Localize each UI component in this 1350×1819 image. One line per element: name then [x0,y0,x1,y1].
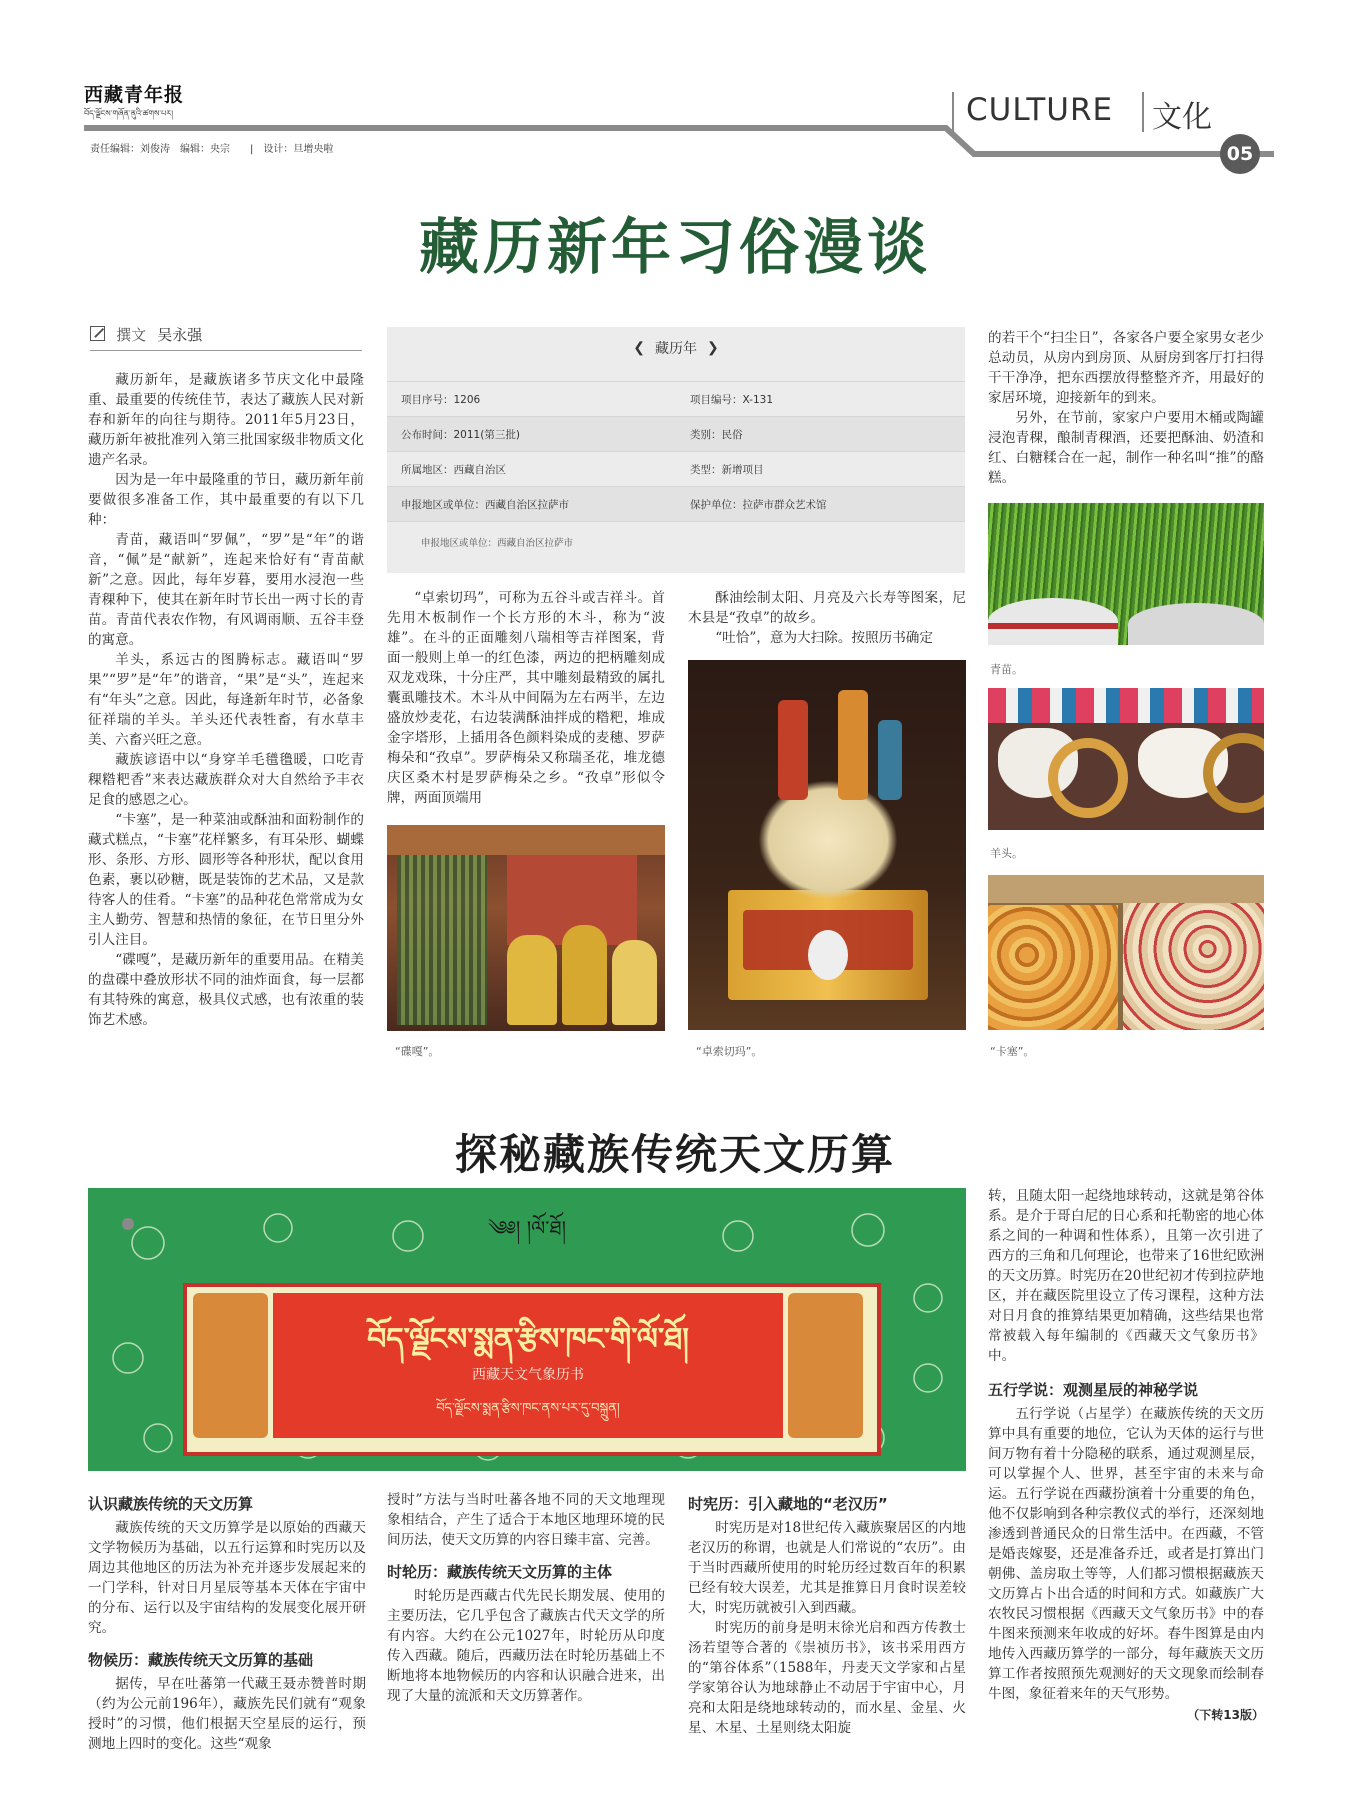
paragraph: 藏历新年，是藏族诸多节庆文化中最隆重、最重要的传统佳节，表达了藏族人民对新春和新年的向往与期待。2011年5月23日，藏历新年被批准列入第三批国家级非物质文化遗产名录。 [88,372,364,468]
continued-note: （下转13版） [1187,1708,1264,1722]
info-cell: 类型：新增项目 [690,463,764,476]
section-heading: 认识藏族传统的天文历算 [88,1495,254,1513]
paragraph: 另外，在节前，家家户户要用木桶或陶罐浸泡青稞，酿制青稞酒，还要把酥油、奶渣和红、白糖糅合在一起，制作一种名叫“推”的酪糕。 [988,410,1264,486]
photo-khapse [988,875,1264,1030]
masthead-subtitle: བོད་ལྗོངས་གཞོན་ནུའི་ཚགས་པར། [84,109,173,118]
article2-col1 [88,1488,366,1754]
paragraph: 因为是一年中最隆重的节日，藏历新年前要做很多准备工作，其中最重要的有以下几种： [88,472,364,528]
paragraph: 五行学说（占星学）在藏族传统的天文历算中具有重要的地位，它认为天体的运行与世间万物有着十分隐秘的联系，通过观测星辰，可以掌握个人、世界，甚至宇宙的未来与命运。五行学说在西藏扮演着十分重要的角色，他不仅影响到各种宗教仪式的举行，还深刻地渗透到普通民众的日常生活中。在西藏，不管是婚丧嫁娶，还是准备乔迁，或者是打算出门朝佛、盖房取土等等，人们都习惯根据藏族天文历算占卜出合适的时间和方式。如藏族广大农牧民习惯根据《西藏天文气象历书》中的春牛图来预测来年收成的好坏。春牛图算是由内地传入西藏历算学的一部分，每年藏族天文历算工作者按照预先观测好的天文现象而绘制春牛图，象征着来年的天气形势。 [988,1406,1264,1702]
article1-col3 [688,588,966,648]
article2-title: 探秘藏族传统天文历算 [454,1130,895,1179]
info-box-footer: 申报地区或单位：西藏自治区拉萨市 [387,521,965,562]
paragraph: “吐恰”，意为大扫除。按照历书确定 [715,630,933,646]
photo-dega-offerings [387,825,665,1031]
info-cell: 项目编号：X-131 [690,393,774,406]
paragraph: 转，且随太阳一起绕地球转动，这就是第谷体系。是介于哥白尼的日心系和托勒密的地心体系之间的一种调和性体系），且第一次引进了西方的三角和几何理论，也带来了16世纪欧洲的天文历算。时宪历在20世纪初才传到拉萨地区，并在藏医院里设立了传习课程，这种方法对日月食的推算结果更加精确，这些结果也常常被载入每年编制的《西藏天文气象历书》中。 [988,1188,1264,1364]
header-divider-left [952,92,954,132]
paragraph: “碟嘎”，是藏历新年的重要用品。在精美的盘碟中叠放形状不同的油炸面食，每一层都有其特殊的寓意，极具仪式感，也有浓重的装饰艺术感。 [88,952,364,1028]
info-box-title-row [387,327,965,369]
paragraph: 授时”方法与当时吐蕃各地不同的天文地理现象相结合，产生了适合于本地区地理环境的民间历法，使天文历算的内容日臻丰富、完善。 [387,1492,665,1548]
paragraph: 藏族谚语中以“身穿羊毛氆氇暖，口吃青稞糌粑香”来表达藏族群众对大自然给予丰衣足食的感恩之心。 [88,752,364,808]
section-cn: 文化 [1152,100,1212,135]
info-cell: 公布时间：2011(第三批) [401,428,520,441]
info-cell: 申报地区或单位：西藏自治区拉萨市 [401,498,569,511]
section-heading: 时宪历：引入藏地的“老汉历” [688,1495,888,1513]
article1-title: 藏历新年习俗漫谈 [419,213,931,283]
calendar-top-script: ༄༅། །ལོ་ཐོ། [487,1216,567,1240]
article1-col1 [88,370,364,1030]
info-cell: 类别：民俗 [690,428,743,441]
section-heading: 物候历：藏族传统天文历算的基础 [88,1651,314,1669]
photo-ram-heads [988,688,1264,830]
paragraph: 的若干个“扫尘日”，各家各户要全家男女老少总动员，从房内到房顶、从厨房到客厅打扫得干干净净，把东西摆放得整整齐齐，用最好的家居环境，迎接新年的到来。 [988,330,1264,406]
photo-drosu-chema [688,660,966,1030]
section-en: CULTURE [966,92,1114,128]
caption-drosu-chema: “卓索切玛”。 [696,1045,763,1058]
article2-col4 [988,1186,1264,1723]
chevron-left-icon: ❮ [633,340,645,356]
calendar-tibetan-title: བོད་ལྗོངས་སྨན་རྩིས་ཁང་གི་ལོ་ཐོ། [367,1322,689,1357]
byline-label: 撰文 [116,326,147,344]
info-cell: 所属地区：西藏自治区 [401,463,506,476]
paragraph: “卓索切玛”，可称为五谷斗或吉祥斗。首先用木板制作一个长方形的木斗，称为“波雄”。在斗的正面雕刻八瑞相等吉祥图案，背面一般则上单一的红色漆，两边的把柄雕刻成双龙戏珠，十分庄严，其中雕刻最精致的属扎囊虱雕技术。木斗从中间隔为左右两半，左边盛放炒麦花，右边装满酥油拌成的糌粑，堆成金字塔形，上插用各色颜料染成的麦穗、罗萨梅朵和“孜卓”。罗萨梅朵又称瑞圣花，堆龙德庆区桑木村是罗萨梅朵之乡。“孜卓”形似令牌，两面顶端用 [387,590,665,806]
section-heading: 五行学说：观测星辰的神秘学说 [988,1381,1199,1399]
paragraph: 羊头，系远古的图腾标志。藏语叫“罗果”“罗”是“年”的谐音，“果”是“头”，连起来有“年头”之意。因此，每逢新年时节，必备象征祥瑞的羊头。羊头还代表牲畜，有水草丰美、六畜兴旺之意。 [88,652,364,748]
paragraph: “卡塞”，是一种菜油或酥油和面粉制作的藏式糕点，“卡塞”花样繁多，有耳朵形、蝴蝶形、条形、方形、圆形等各种形状，配以食用色素，裹以砂糖，既是装饰的艺术品，又是款待客人的佳肴。“卡塞”的品种花色常常成为女主人勤劳、智慧和热情的象征，在节日里分外引人注目。 [88,812,364,948]
article2-col3 [688,1488,966,1738]
calendar-bottom-script: བོད་ལྗོངས་སྨན་རྩིས་ཁང་ནས་པར་དུ་བསྐྲུན། [436,1401,620,1416]
photo-green-sprouts [988,503,1264,645]
calendar-cover-image [88,1188,966,1471]
byline-name: 吴永强 [157,326,203,344]
page-number-badge: 05 [1220,134,1260,174]
paragraph: 青苗，藏语叫“罗佩”，“罗”是“年”的谐音，“佩”是“献新”，连起来恰好有“青苗献新”之意。因此，每年岁暮，要用水浸泡一些青稞种下，使其在新年时节长出一两寸长的青苗。青苗代表农作物，有风调雨顺、五谷丰登的寓意。 [88,532,364,648]
caption-dega: “碟嘎”。 [395,1045,440,1058]
caption-ram-heads: 羊头。 [990,847,1023,860]
calendar-chinese-title: 西藏天文气象历书 [472,1367,584,1383]
byline [90,324,362,351]
article1-col2 [387,588,665,808]
info-box-title: 藏历年 [655,341,697,357]
pen-icon [90,326,105,341]
info-row [387,451,965,486]
info-row [387,381,965,416]
paragraph: 据传，早在吐蕃第一代藏王聂赤赞普时期（约为公元前196年），藏族先民们就有“观象授时”的习惯，他们根据天空星辰的运行，预测地上四时的变化。这些“观象 [88,1676,366,1752]
info-row [387,416,965,451]
masthead-title: 西藏青年报 [84,84,185,106]
paragraph: 藏族传统的天文历算学是以原始的西藏天文学物候历为基础，以五行运算和时宪历以及周边其他地区的历法为补充并逐步发展起来的一门学科，针对日月星辰等基本天体在宇宙中的分布、运行以及宇宙结构的发展变化展开研究。 [88,1520,366,1636]
paragraph: 酥油绘制太阳、月亮及六长寿等图案，尼木县是“孜卓”的故乡。 [688,590,966,626]
caption-khapse: “卡塞”。 [990,1045,1035,1058]
article1-col4 [988,328,1264,488]
credits-line: 责任编辑：刘俊涛 编辑：央宗 | 设计：旦增央啦 [90,144,334,155]
info-cell: 保护单位：拉萨市群众艺术馆 [690,498,827,511]
info-cell: 项目序号：1206 [401,393,481,406]
info-row [387,486,965,521]
chevron-right-icon: ❯ [707,340,719,356]
article2-col2 [387,1490,665,1706]
caption-sprouts: 青苗。 [990,663,1023,676]
section-heading: 时轮历：藏族传统天文历算的主体 [387,1563,613,1581]
header-divider-mid [1142,92,1144,132]
paragraph: 时宪历是对18世纪传入藏族聚居区的内地老汉历的称谓，也就是人们常说的“农历”。由于当时西藏所使用的时轮历经过数百年的积累已经有较大误差，尤其是推算日月食时误差较大，时宪历就被引入到西藏。 [688,1520,966,1616]
paragraph: 时宪历的前身是明末徐光启和西方传教士汤若望等合著的《崇祯历书》，该书采用西方的“第谷体系”（1588年，丹麦天文学家和占星学家第谷认为地球静止不动居于宇宙中心，月亮和太阳是绕地球转动的，而水星、金星、火星、木星、土星则绕太阳旋 [688,1620,966,1736]
ich-info-box [387,327,965,573]
paragraph: 时轮历是西藏古代先民长期发展、使用的主要历法，它几乎包含了藏族古代天文学的所有内容。大约在公元1027年，时轮历从印度传入西藏。随后，西藏历法在时轮历基础上不断地将本地物候历的内容和认识融合进来，出现了大量的流派和天文历算著作。 [387,1588,665,1704]
